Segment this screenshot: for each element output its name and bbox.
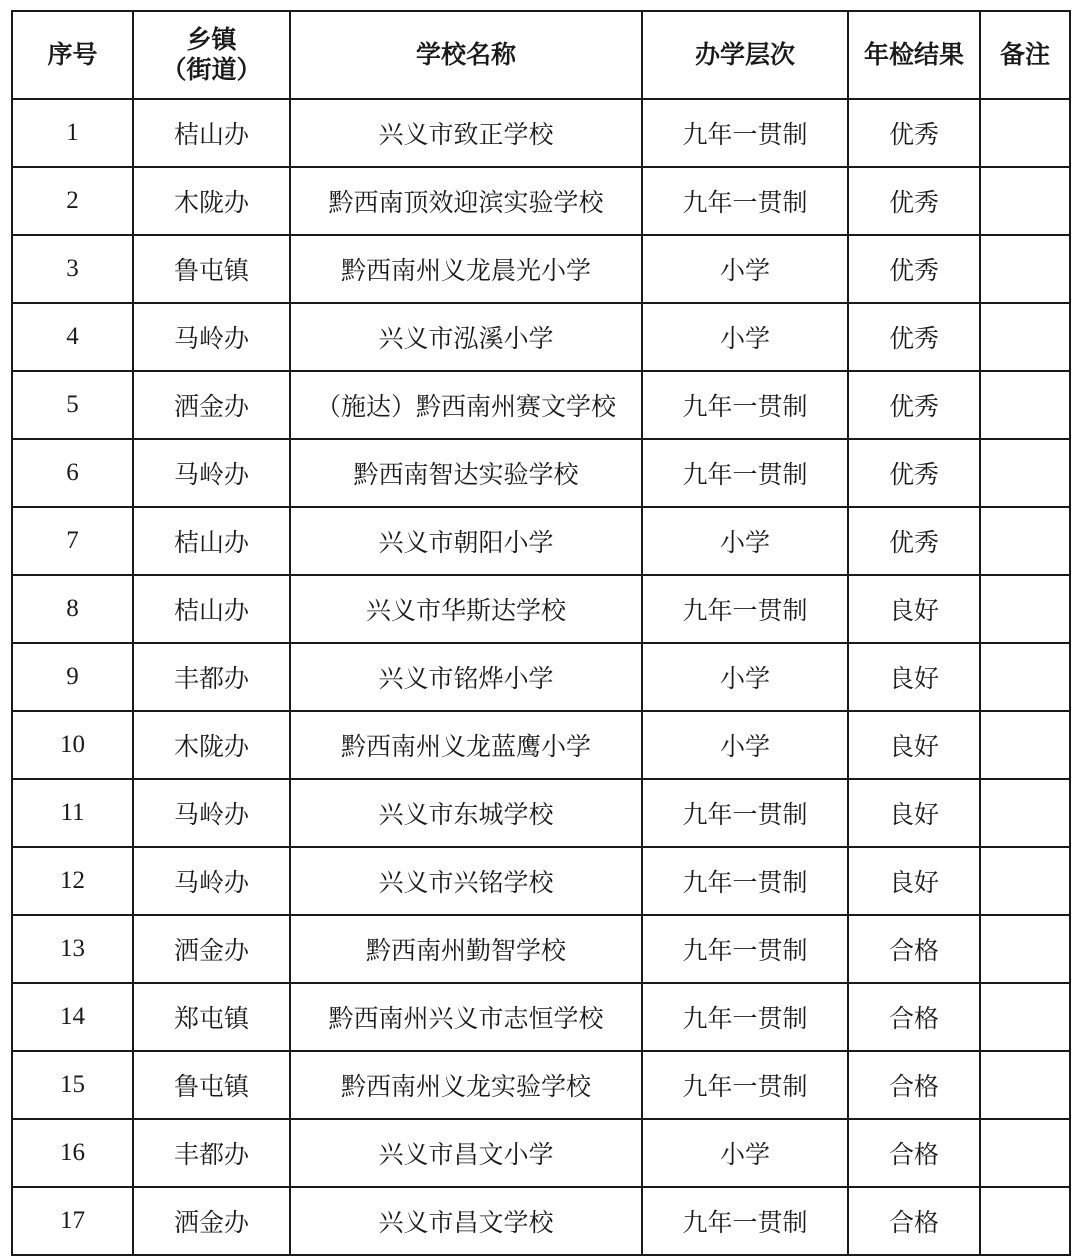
cell-township: 丰都办: [133, 1119, 290, 1187]
cell-township: 鲁屯镇: [133, 235, 290, 303]
table-row: [12, 371, 1070, 439]
cell-remarks: [980, 1187, 1070, 1255]
cell-township: 洒金办: [133, 915, 290, 983]
cell-result: 良好: [848, 643, 980, 711]
header-township: [133, 11, 290, 99]
cell-school-name: 黔西南州义龙实验学校: [290, 1051, 642, 1119]
cell-township: 洒金办: [133, 371, 290, 439]
cell-level: 小学: [642, 235, 848, 303]
header-result: 年检结果: [848, 11, 980, 99]
cell-township: 郑屯镇: [133, 983, 290, 1051]
cell-index: 4: [12, 303, 133, 371]
cell-school-name: 兴义市华斯达学校: [290, 575, 642, 643]
cell-school-name: 兴义市昌文小学: [290, 1119, 642, 1187]
cell-level: 九年一贯制: [642, 99, 848, 167]
cell-index: 5: [12, 371, 133, 439]
table-row: [12, 779, 1070, 847]
cell-township: 鲁屯镇: [133, 1051, 290, 1119]
table-row: [12, 711, 1070, 779]
table-row: [12, 575, 1070, 643]
cell-index: 15: [12, 1051, 133, 1119]
cell-level: 九年一贯制: [642, 983, 848, 1051]
cell-index: 10: [12, 711, 133, 779]
cell-remarks: [980, 235, 1070, 303]
cell-school-name: 兴义市兴铭学校: [290, 847, 642, 915]
cell-township: 桔山办: [133, 575, 290, 643]
cell-remarks: [980, 711, 1070, 779]
cell-remarks: [980, 1119, 1070, 1187]
cell-township: 桔山办: [133, 99, 290, 167]
cell-index: 6: [12, 439, 133, 507]
cell-index: 3: [12, 235, 133, 303]
cell-index: 1: [12, 99, 133, 167]
cell-township: 桔山办: [133, 507, 290, 575]
cell-result: 优秀: [848, 507, 980, 575]
cell-remarks: [980, 371, 1070, 439]
table-row: [12, 915, 1070, 983]
cell-index: 8: [12, 575, 133, 643]
cell-remarks: [980, 983, 1070, 1051]
cell-remarks: [980, 847, 1070, 915]
table-row: [12, 99, 1070, 167]
cell-result: 优秀: [848, 303, 980, 371]
cell-level: 九年一贯制: [642, 439, 848, 507]
table-row: [12, 439, 1070, 507]
header-remarks: 备注: [980, 11, 1070, 99]
cell-level: 九年一贯制: [642, 371, 848, 439]
cell-level: 小学: [642, 643, 848, 711]
cell-remarks: [980, 99, 1070, 167]
cell-index: 9: [12, 643, 133, 711]
cell-result: 良好: [848, 575, 980, 643]
cell-index: 7: [12, 507, 133, 575]
header-index: 序号: [12, 11, 133, 99]
cell-school-name: 兴义市致正学校: [290, 99, 642, 167]
cell-result: 优秀: [848, 167, 980, 235]
cell-school-name: 黔西南智达实验学校: [290, 439, 642, 507]
cell-level: 九年一贯制: [642, 1051, 848, 1119]
cell-level: 小学: [642, 507, 848, 575]
table-row: [12, 847, 1070, 915]
cell-level: 小学: [642, 711, 848, 779]
table-row: [12, 1051, 1070, 1119]
cell-index: 12: [12, 847, 133, 915]
table-row: [12, 1119, 1070, 1187]
cell-level: 九年一贯制: [642, 167, 848, 235]
cell-index: 17: [12, 1187, 133, 1255]
cell-result: 优秀: [848, 439, 980, 507]
table-row: [12, 167, 1070, 235]
school-inspection-table: [11, 10, 1071, 1256]
cell-township: 木陇办: [133, 167, 290, 235]
cell-school-name: 兴义市昌文学校: [290, 1187, 642, 1255]
cell-school-name: 兴义市泓溪小学: [290, 303, 642, 371]
table-row: [12, 235, 1070, 303]
cell-level: 小学: [642, 1119, 848, 1187]
cell-level: 九年一贯制: [642, 1187, 848, 1255]
cell-index: 13: [12, 915, 133, 983]
cell-result: 优秀: [848, 99, 980, 167]
header-township-line2: （街道）: [161, 55, 262, 84]
cell-index: 14: [12, 983, 133, 1051]
cell-school-name: 黔西南州义龙晨光小学: [290, 235, 642, 303]
cell-result: 优秀: [848, 235, 980, 303]
cell-township: 木陇办: [133, 711, 290, 779]
cell-township: 马岭办: [133, 779, 290, 847]
cell-remarks: [980, 507, 1070, 575]
cell-level: 小学: [642, 303, 848, 371]
header-school-name: 学校名称: [290, 11, 642, 99]
table-row: [12, 1187, 1070, 1255]
cell-result: 合格: [848, 983, 980, 1051]
header-township-line1: 乡镇: [186, 25, 237, 54]
cell-school-name: 黔西南州义龙蓝鹰小学: [290, 711, 642, 779]
table-row: [12, 643, 1070, 711]
cell-result: 合格: [848, 1119, 980, 1187]
cell-result: 良好: [848, 711, 980, 779]
cell-level: 九年一贯制: [642, 847, 848, 915]
cell-result: 合格: [848, 1187, 980, 1255]
cell-remarks: [980, 643, 1070, 711]
inspection-results-sheet: [11, 10, 1069, 1246]
cell-index: 2: [12, 167, 133, 235]
cell-township: 马岭办: [133, 439, 290, 507]
header-level: 办学层次: [642, 11, 848, 99]
cell-remarks: [980, 915, 1070, 983]
table-row: [12, 507, 1070, 575]
cell-remarks: [980, 439, 1070, 507]
cell-school-name: （施达）黔西南州赛文学校: [290, 371, 642, 439]
cell-result: 合格: [848, 915, 980, 983]
cell-township: 丰都办: [133, 643, 290, 711]
table-row: [12, 303, 1070, 371]
table-row: [12, 983, 1070, 1051]
cell-remarks: [980, 779, 1070, 847]
cell-school-name: 兴义市东城学校: [290, 779, 642, 847]
cell-remarks: [980, 575, 1070, 643]
cell-result: 合格: [848, 1051, 980, 1119]
table-header-row: [12, 11, 1070, 99]
cell-township: 马岭办: [133, 303, 290, 371]
cell-level: 九年一贯制: [642, 915, 848, 983]
cell-remarks: [980, 303, 1070, 371]
cell-school-name: 黔西南州勤智学校: [290, 915, 642, 983]
cell-index: 11: [12, 779, 133, 847]
cell-township: 洒金办: [133, 1187, 290, 1255]
cell-township: 马岭办: [133, 847, 290, 915]
cell-school-name: 兴义市朝阳小学: [290, 507, 642, 575]
cell-level: 九年一贯制: [642, 575, 848, 643]
cell-remarks: [980, 167, 1070, 235]
cell-school-name: 黔西南顶效迎滨实验学校: [290, 167, 642, 235]
cell-index: 16: [12, 1119, 133, 1187]
cell-result: 良好: [848, 779, 980, 847]
cell-remarks: [980, 1051, 1070, 1119]
table-body: [12, 99, 1070, 1255]
cell-result: 良好: [848, 847, 980, 915]
cell-level: 九年一贯制: [642, 779, 848, 847]
cell-school-name: 黔西南州兴义市志恒学校: [290, 983, 642, 1051]
cell-result: 优秀: [848, 371, 980, 439]
cell-school-name: 兴义市铭烨小学: [290, 643, 642, 711]
